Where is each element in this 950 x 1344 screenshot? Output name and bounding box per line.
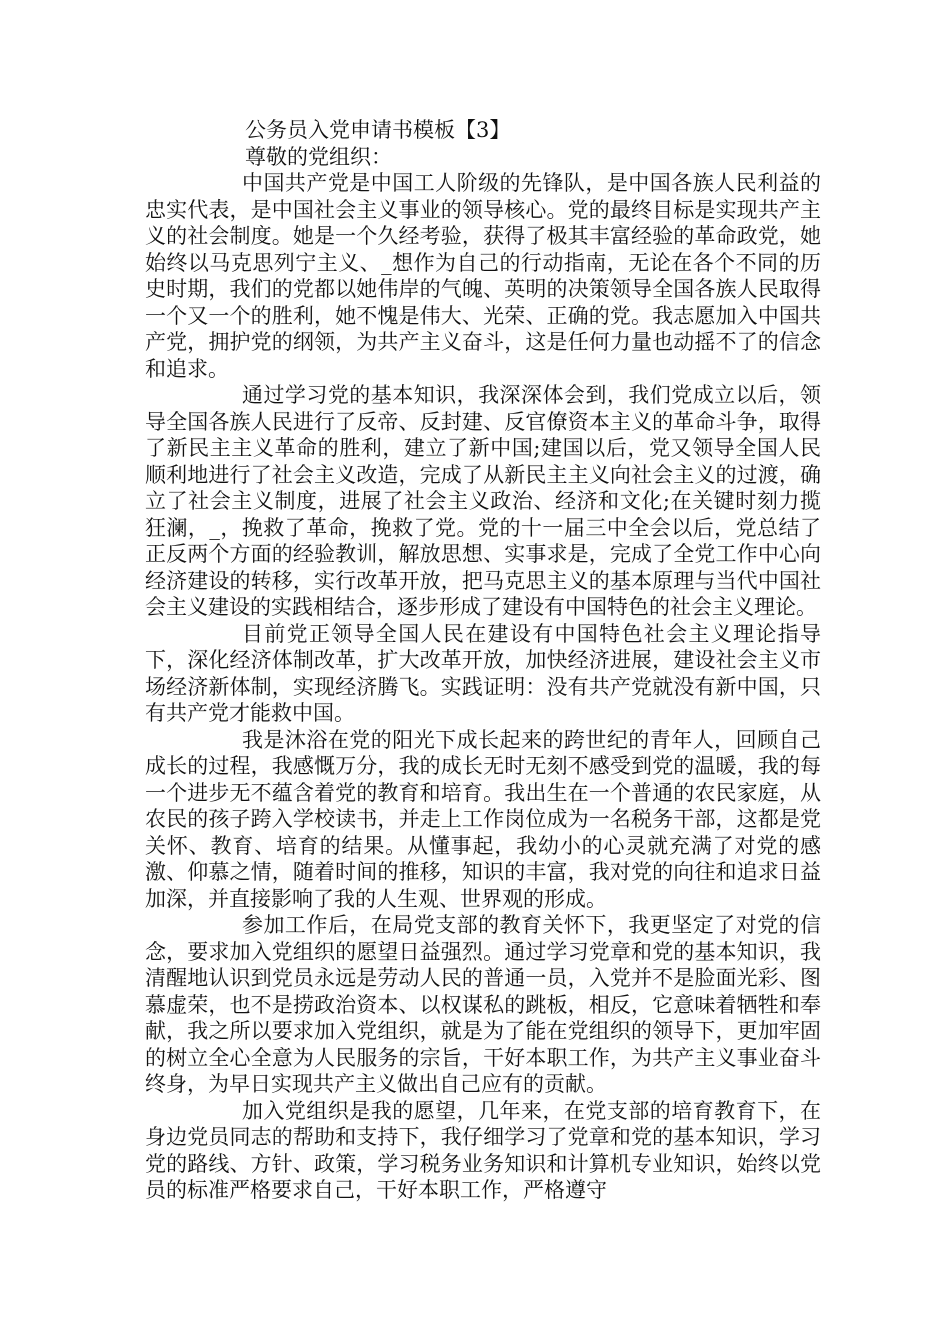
paragraph-4: 我是沐浴在党的阳光下成长起来的跨世纪的青年人，回顾自己成长的过程，我感慨万分，我的成长无时无刻不感受到党的温暖，我的每一个进步无不蕴含着党的教育和培育。我出生在一个普通的农民家庭，从农民的孩子跨入学校读书，并走上工作岗位成为一名税务干部，这都是党关怀、教育、培育的结果。从懂事起，我幼小的心灵就充满了对党的感激、仰慕之情，随着时间的推移，知识的丰富，我对党的向往和追求日益加深，并直接影响了我的人生观、世界观的形成。	[145, 727, 821, 911]
document-body	[145, 117, 821, 1204]
paragraph-5: 参加工作后，在局党支部的教育关怀下，我更坚定了对党的信念，要求加入党组织的愿望日益强烈。通过学习党章和党的基本知识，我清醒地认识到党员永远是劳动人民的普通一员，入党并不是脸面光彩、图慕虚荣，也不是捞政治资本、以权谋私的跳板，相反，它意味着牺牲和奉献，我之所以要求加入党组织，就是为了能在党组织的领导下，更加牢固的树立全心全意为人民服务的宗旨，干好本职工作，为共产主义事业奋斗终身，为早日实现共产主义做出自己应有的贡献。	[145, 913, 821, 1096]
salutation: 尊敬的党组织：	[245, 144, 392, 169]
paragraph-3: 目前党正领导全国人民在建设有中国特色社会主义理论指导下，深化经济体制改革，扩大改革开放，加快经济进展，建设社会主义市场经济新体制，实现经济腾飞。实践证明：没有共产党就没有新中国，只有共产党才能救中国。	[145, 621, 821, 725]
paragraph-6: 加入党组织是我的愿望，几年来，在党支部的培育教育下，在身边党员同志的帮助和支持下，我仔细学习了党章和党的基本知识，学习党的路线、方针、政策，学习税务业务知识和计算机专业知识，始终以党员的标准严格要求自己，干好本职工作，严格遵守	[145, 1098, 821, 1202]
paragraph-2: 通过学习党的基本知识，我深深体会到，我们党成立以后，领导全国各族人民进行了反帝、反封建、反官僚资本主义的革命斗争，取得了新民主主义革命的胜利，建立了新中国;建国以后，党又领导全国人民顺利地进行了社会主义改造，完成了从新民主主义向社会主义的过渡，确立了社会主义制度，进展了社会主义政治、经济和文化;在关键时刻力揽狂澜，_，挽救了革命，挽救了党。党的十一届三中全会以后，党总结了正反两个方面的经验教训，解放思想、实事求是，完成了全党工作中心向经济建设的转移，实行改革开放，把马克思主义的基本原理与当代中国社会主义建设的实践相结合，逐步形成了建设有中国特色的社会主义理论。	[145, 383, 821, 619]
paragraph-1: 中国共产党是中国工人阶级的先锋队，是中国各族人民利益的忠实代表，是中国社会主义事业的领导核心。党的最终目标是实现共产主义的社会制度。她是一个久经考验，获得了极其丰富经验的革命政党，她始终以马克思列宁主义、_想作为自己的行动指南，无论在各个不同的历史时期，我们的党都以她伟岸的气魄、英明的决策领导全国各族人民取得一个又一个的胜利，她不愧是伟大、光荣、正确的党。我志愿加入中国共产党，拥护党的纲领，为共产主义奋斗，这是任何力量也动摇不了的信念和追求。	[145, 171, 821, 381]
document-title: 公务员入党申请书模板【3】	[245, 118, 511, 142]
